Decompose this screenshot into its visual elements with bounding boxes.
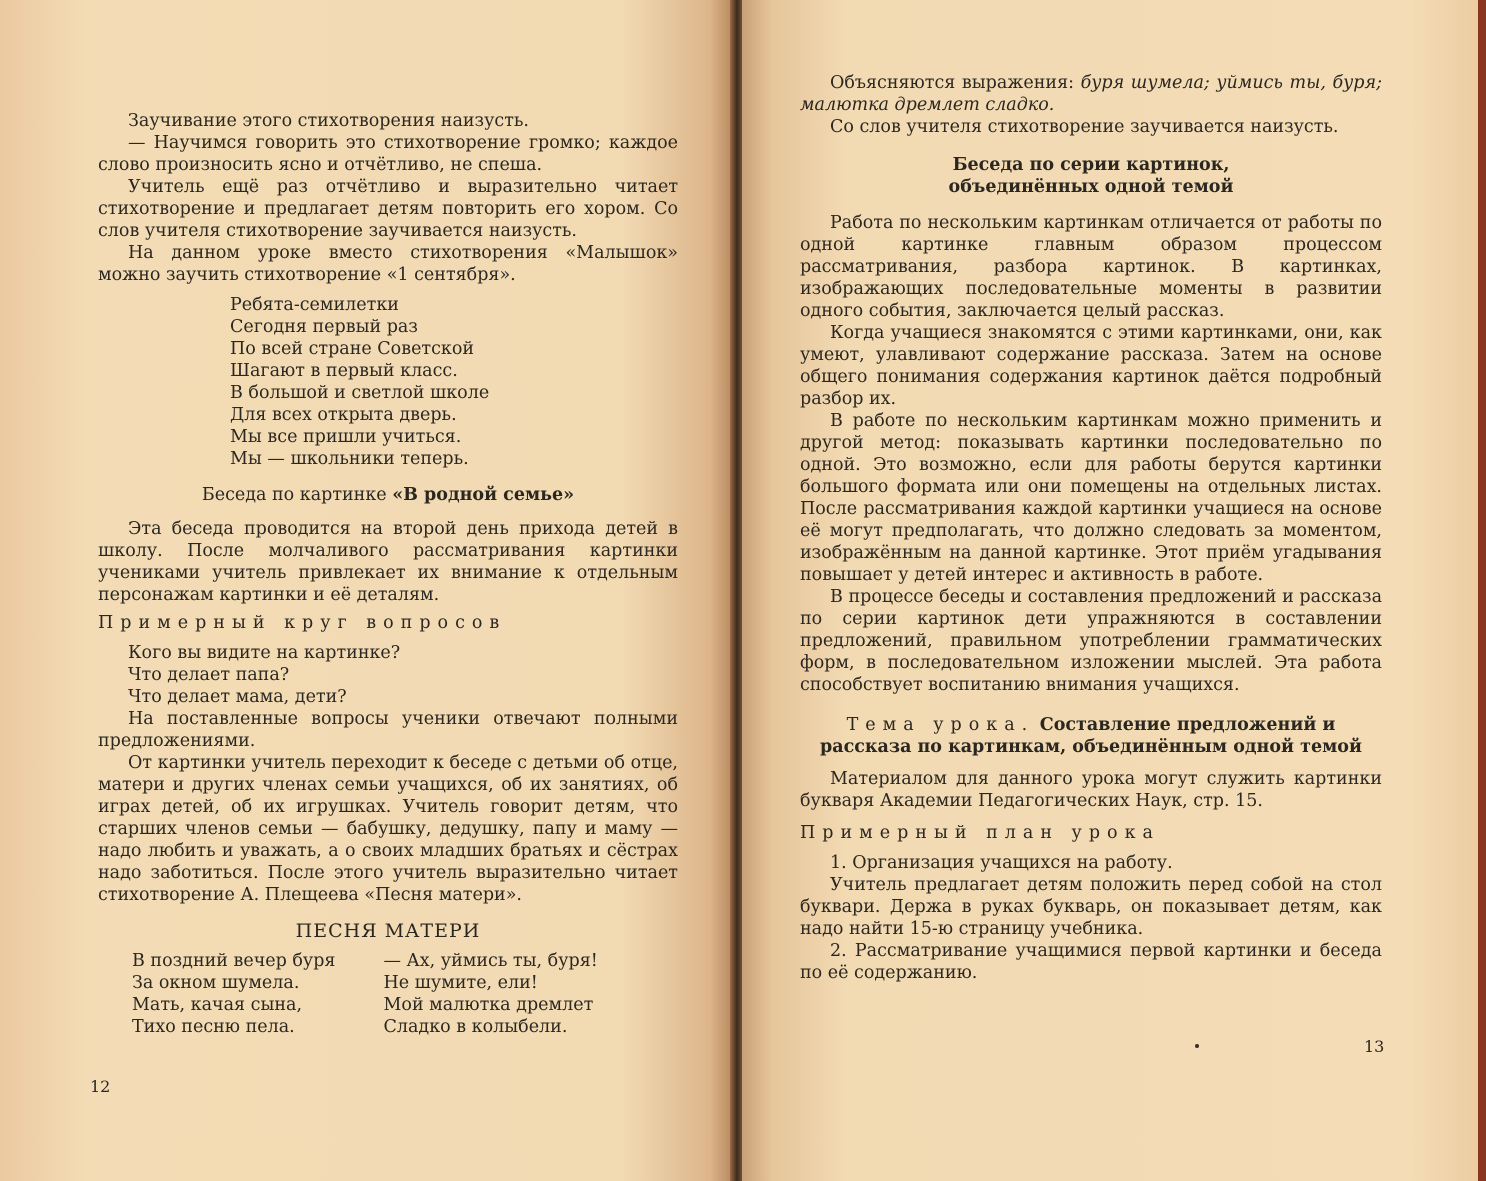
topic-label: Тема урока.: [846, 715, 1035, 735]
paragraph: От картинки учитель переходит к беседе с детьми об отце, матери и других членах семьи учащихся, об их занятиях, об играх детей, об их игрушках. Учитель говорит детям, что старших членов семьи — бабушку, дедушку, папу и маму — надо любить и уважать, а о своих младших братьях и сёстрах надо заботиться. После этого учитель выразительно читает стихотворение А. Плещеева «Песня матери».: [98, 753, 678, 905]
song-column-left: [132, 950, 335, 1038]
song-title: ПЕСНЯ МАТЕРИ: [295, 920, 481, 942]
paragraph: — Научимся говорить это стихотворение громко; каждое слово произносить ясно и отчётливо, не спеша.: [98, 133, 678, 175]
song-line: Мать, качая сына,: [132, 995, 303, 1015]
paragraph: Учитель предлагает детям положить перед собой на стол буквари. Держа в руках букварь, он показывает детям, как надо найти 15-ю страницу учебника.: [800, 875, 1382, 939]
song-line: Не шумите, ели!: [383, 973, 538, 993]
paragraph: Материалом для данного урока могут служить картинки букваря Академии Педагогических Наук, стр. 15.: [800, 769, 1382, 811]
paragraph: На данном уроке вместо стихотворения «Малышок» можно заучить стихотворение «1 сентября».: [98, 243, 678, 285]
paragraph: Когда учащиеся знакомятся с этими картинками, они, как умеют, улавливают содержание рассказа. Затем на основе общего понимания содержания картинок даётся подробный разбор их.: [800, 323, 1382, 409]
question: Что делает мама, дети?: [128, 687, 347, 707]
poem-line: Для всех открыта дверь.: [230, 405, 457, 425]
song-line: — Ах, уймись ты, буря!: [383, 951, 598, 971]
paragraph: В процессе беседы и составления предложений и рассказа по серии картинок дети упражняются в составлении предложений, правильном употреблении грамматических форм, в последовательном изложении мыслей. Эта работа способствует воспитанию внимания учащихся.: [800, 587, 1382, 695]
song-line: Мой малютка дремлет: [383, 995, 594, 1015]
poem-1-september: [230, 294, 678, 470]
right-page: [742, 0, 1486, 1181]
poem-line: Мы — школьники теперь.: [230, 449, 469, 469]
paragraph: Со слов учителя стихотворение заучивается наизусть.: [830, 117, 1339, 137]
paragraph: Работа по нескольким картинкам отличается от работы по одной картинке главным образом процессом рассматривания, разбора картинок. В картинках, изображающих последовательные моменты в развитии одного события, заключается целый рассказ.: [800, 213, 1382, 321]
heading-title: «В родной семье»: [392, 485, 575, 505]
text-plain: Объясняются выражения:: [830, 73, 1075, 93]
paragraph: На поставленные вопросы ученики отвечают полными предложениями.: [98, 709, 678, 751]
paragraph: 1. Организация учащихся на работу.: [830, 853, 1173, 873]
cover-edge: [1478, 0, 1486, 1181]
heading-prefix: Беседа по картинке: [201, 485, 387, 505]
poem-line: Ребята-семилетки: [230, 295, 399, 315]
question: Кого вы видите на картинке?: [128, 643, 401, 663]
subheading: Примерный план урока: [800, 823, 1160, 843]
question: Что делает папа?: [128, 665, 290, 685]
paragraph: 2. Рассматривание учащимися первой картинки и беседа по её содержанию.: [800, 941, 1382, 983]
left-page-text: [98, 110, 678, 1038]
section-heading: [98, 484, 678, 506]
song-text: [132, 950, 678, 1038]
paragraph: Учитель ещё раз отчётливо и выразительно читает стихотворение и предлагает детям повторить его хором. Со слов учителя стихотворение заучивается наизусть.: [98, 177, 678, 241]
poem-line: Сегодня первый раз: [230, 317, 418, 337]
song-line: Тихо песню пела.: [132, 1017, 295, 1037]
paragraph: [800, 72, 1382, 116]
song-column-right: [383, 950, 597, 1038]
poem-line: Мы все пришли учиться.: [230, 427, 462, 447]
text-italic: буря шумела; уймись ты, буря; малютка дремлет сладко.: [800, 73, 1382, 115]
song-line: За окном шумела.: [132, 973, 300, 993]
poem-line: В большой и светлой школе: [230, 383, 490, 403]
right-page-text: [800, 72, 1382, 984]
left-page: [0, 0, 732, 1181]
ink-speck: [1195, 1044, 1199, 1048]
page-number: 13: [1364, 1037, 1385, 1056]
paragraph: В работе по нескольким картинкам можно применить и другой метод: показывать картинки последовательно по одной. Это возможно, если для работы берутся картинки большого формата или они помещены на отдельных листах. После рассматривания каждой картинки учащиеся на основе её могут предполагать, что должно следовать за моментом, изображённым на данной картинке. Этот приём угадывания повышает у детей интерес и активность в работе.: [800, 411, 1382, 585]
poem-line: Шагают в первый класс.: [230, 361, 458, 381]
paragraph: Заучивание этого стихотворения наизусть.: [128, 111, 529, 131]
subheading: Примерный круг вопросов: [98, 613, 507, 633]
page-number: 12: [90, 1077, 111, 1096]
poem-line: По всей стране Советской: [230, 339, 475, 359]
song-line: В поздний вечер буря: [132, 951, 336, 971]
paragraph: Эта беседа проводится на второй день прихода детей в школу. После молчаливого рассматривания картинки учениками учитель привлекает их внимание к отдельным персонажам картинки и её деталям.: [98, 519, 678, 605]
section-heading: Беседа по серии картинок, объединённых одной темой: [948, 155, 1234, 197]
lesson-topic: [800, 714, 1382, 758]
topic-title: Составление предложений и рассказа по картинкам, объединённым одной темой: [820, 715, 1362, 757]
song-line: Сладко в колыбели.: [383, 1017, 568, 1037]
